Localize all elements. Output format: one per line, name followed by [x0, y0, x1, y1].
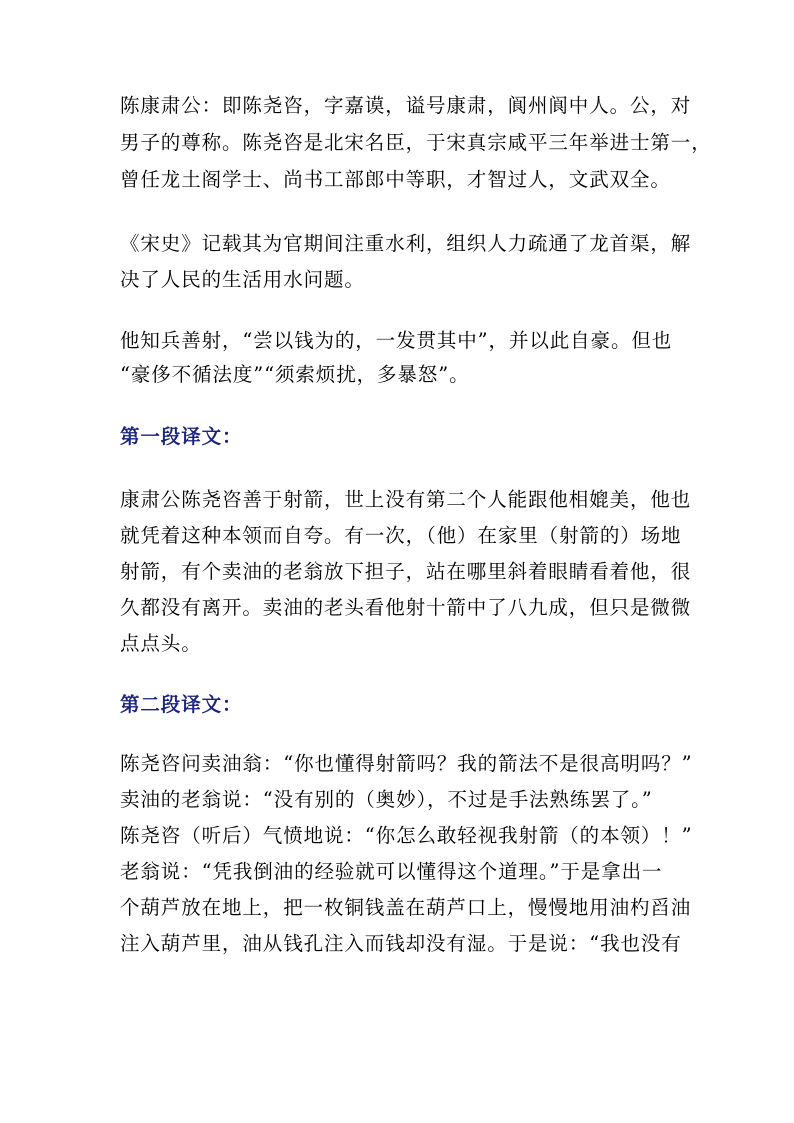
paragraph-line: 曾任龙土阁学士、尚书工部郎中等职，才智过人，文武双全。 [120, 168, 671, 191]
paragraph-line: 陈康肃公：即陈尧咨，字嘉谟，谥号康肃，阆州阆中人。公，对 [120, 94, 692, 117]
paragraph-line: 射箭，有个卖油的老翁放下担子，站在哪里斜着眼睛看着他，很 [120, 560, 692, 583]
paragraph-line: 康肃公陈尧咨善于射箭，世上没有第二个人能跟他相媲美，他也 [120, 488, 692, 511]
paragraph-line: 就凭着这种本领而自夸。有一次，（他）在家里（射箭的）场地 [120, 524, 682, 547]
paragraph-line: 久都没有离开。卖油的老头看他射十箭中了八九成，但只是微微 [120, 596, 692, 619]
paragraph-line: 老翁说：“凭我倒油的经验就可以懂得这个道理。”于是拿出一 [120, 860, 663, 883]
paragraph-line: 卖油的老翁说：“没有别的（奥妙），不过是手法熟练罢了。” [120, 788, 653, 811]
paragraph-line: 点点头。 [120, 632, 202, 655]
section-heading-1: 第一段译文： [120, 425, 243, 448]
paragraph-line: 个葫芦放在地上，把一枚铜钱盖在葫芦口上，慢慢地用油杓舀油 [120, 896, 692, 919]
paragraph-line: 决了人民的生活用水问题。 [120, 268, 365, 291]
paragraph-line: 陈尧咨问卖油翁：“你也懂得射箭吗？我的箭法不是很高明吗？” [120, 752, 693, 775]
paragraph-line: 男子的尊称。陈尧咨是北宋名臣，于宋真宗咸平三年举进士第一， [120, 131, 712, 154]
paragraph-line: 《宋史》记载其为官期间注重水利，组织人力疏通了龙首渠，解 [120, 232, 692, 255]
paragraph-line: 陈尧咨（听后）气愤地说：“你怎么敢轻视我射箭（的本领）！” [120, 824, 693, 847]
section-heading-2: 第二段译文： [120, 693, 243, 716]
paragraph-line: 注入葫芦里，油从钱孔注入而钱却没有湿。于是说：“我也没有 [120, 932, 682, 955]
paragraph-line: “豪侈不循法度”“须索烦扰，多暴怒”。 [120, 363, 470, 386]
paragraph-line: 他知兵善射，“尝以钱为的，一发贯其中”，并以此自豪。但也 [120, 329, 673, 352]
